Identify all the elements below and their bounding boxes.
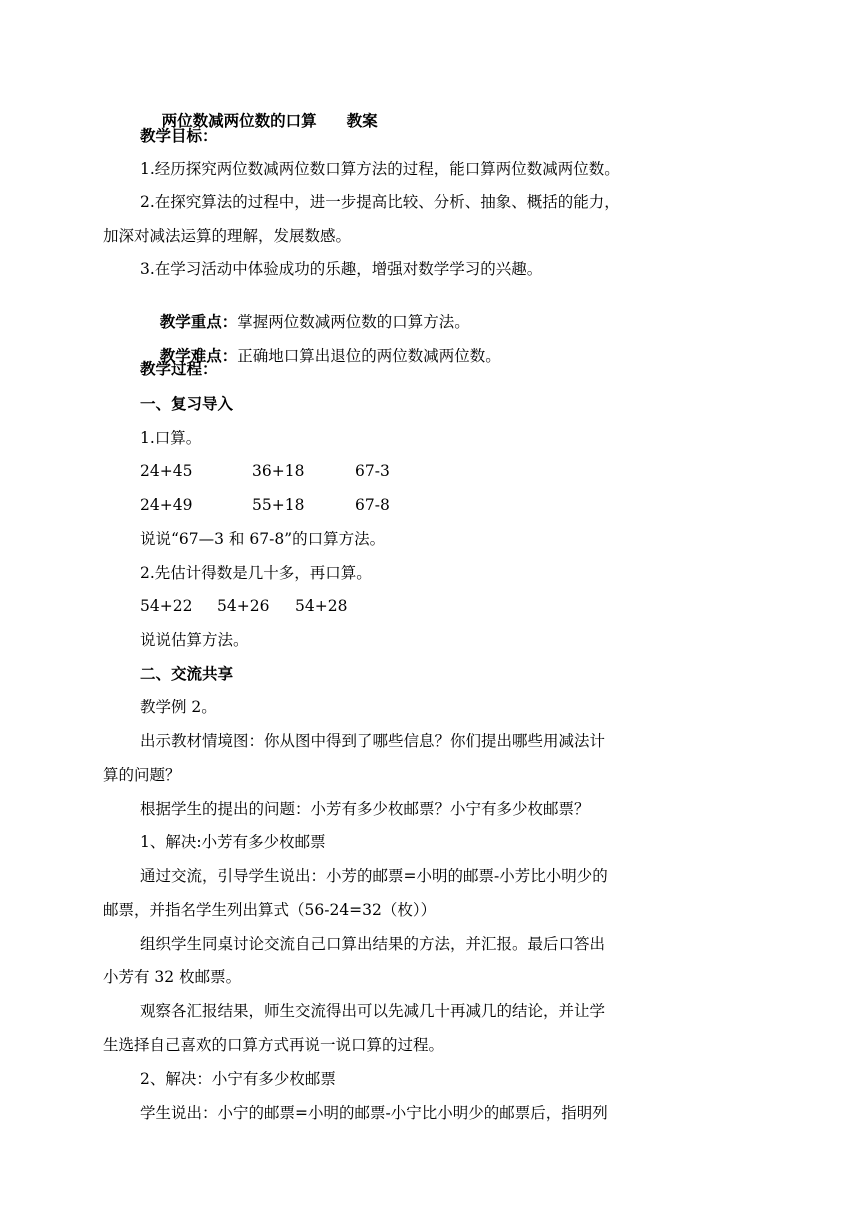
section2-p5b: 邮票，并指名学生列出算式（56-24=32（枚）） [103, 901, 437, 919]
calc-r1-c1: 24+45 [140, 462, 193, 480]
section2-p7a: 观察各汇报结果，师生交流得出可以先减几十再减几的结论，并让学 [140, 1002, 606, 1020]
section1-q1: 1.口算。 [140, 429, 202, 447]
section2-p6a: 组织学生同桌讨论交流自己口算出结果的方法，并汇报。最后口答出 [140, 935, 606, 953]
objective-3: 3.在学习活动中体验成功的乐趣，增强对数学学习的兴趣。 [140, 260, 543, 278]
section2-p8: 2、解决：小宁有多少枚邮票 [140, 1070, 336, 1088]
title-sub: 教案 [346, 111, 378, 130]
title-main: 两位数减两位数的口算 [161, 111, 317, 130]
objective-2-cont: 加深对减法运算的理解，发展数感。 [103, 227, 352, 245]
process-heading: 教学过程： [140, 359, 218, 378]
calc-r1-c2: 36+18 [252, 462, 305, 480]
calc-r2-c3: 67-8 [355, 496, 390, 514]
section2-p4: 1、解决:小芳有多少枚邮票 [140, 833, 326, 851]
objective-1: 1.经历探究两位数减两位数口算方法的过程，能口算两位数减两位数。 [140, 160, 620, 178]
section1-say2: 说说估算方法。 [140, 631, 249, 649]
section1-say1: 说说“67—3 和 67-8”的口算方法。 [140, 530, 386, 548]
section2-p3: 根据学生的提出的问题：小芳有多少枚邮票？小宁有多少枚邮票？ [140, 800, 590, 818]
section2-p9: 学生说出：小宁的邮票=小明的邮票-小宁比小明少的邮票后，指明列 [140, 1104, 608, 1122]
calc-r3-c2: 54+26 [217, 597, 270, 615]
section2-p7b: 生选择自己喜欢的口算方式再说一说口算的过程。 [103, 1036, 445, 1054]
calc-r2-c2: 55+18 [252, 496, 305, 514]
objective-2: 2.在探究算法的过程中，进一步提高比较、分析、抽象、概括的能力， [140, 193, 620, 211]
section1-q2: 2.先估计得数是几十多，再口算。 [140, 564, 372, 582]
section2-p2a: 出示教材情境图：你从图中得到了哪些信息？你们提出哪些用减法计 [140, 732, 606, 750]
objectives-heading: 教学目标： [140, 126, 218, 145]
calc-r1-c3: 67-3 [355, 462, 390, 480]
difficulty-text: 正确地口算出退位的两位数减两位数。 [237, 347, 501, 365]
key-point-text: 掌握两位数减两位数的口算方法。 [237, 313, 470, 331]
calc-r3-c1: 54+22 [140, 597, 193, 615]
section1-heading: 一、复习导入 [140, 394, 234, 413]
calc-r2-c1: 24+49 [140, 496, 193, 514]
section2-p6b: 小芳有 32 枚邮票。 [103, 968, 242, 986]
section2-p1: 教学例 2。 [140, 698, 217, 716]
calc-r3-c3: 54+28 [295, 597, 348, 615]
section2-p5a: 通过交流，引导学生说出：小芳的邮票=小明的邮票-小芳比小明少的 [140, 867, 608, 885]
section2-p2b: 算的问题？ [103, 766, 181, 784]
difficulty-label: 教学难点： [159, 346, 238, 365]
key-point-label: 教学重点： [159, 312, 238, 331]
section2-heading: 二、交流共享 [140, 664, 234, 683]
